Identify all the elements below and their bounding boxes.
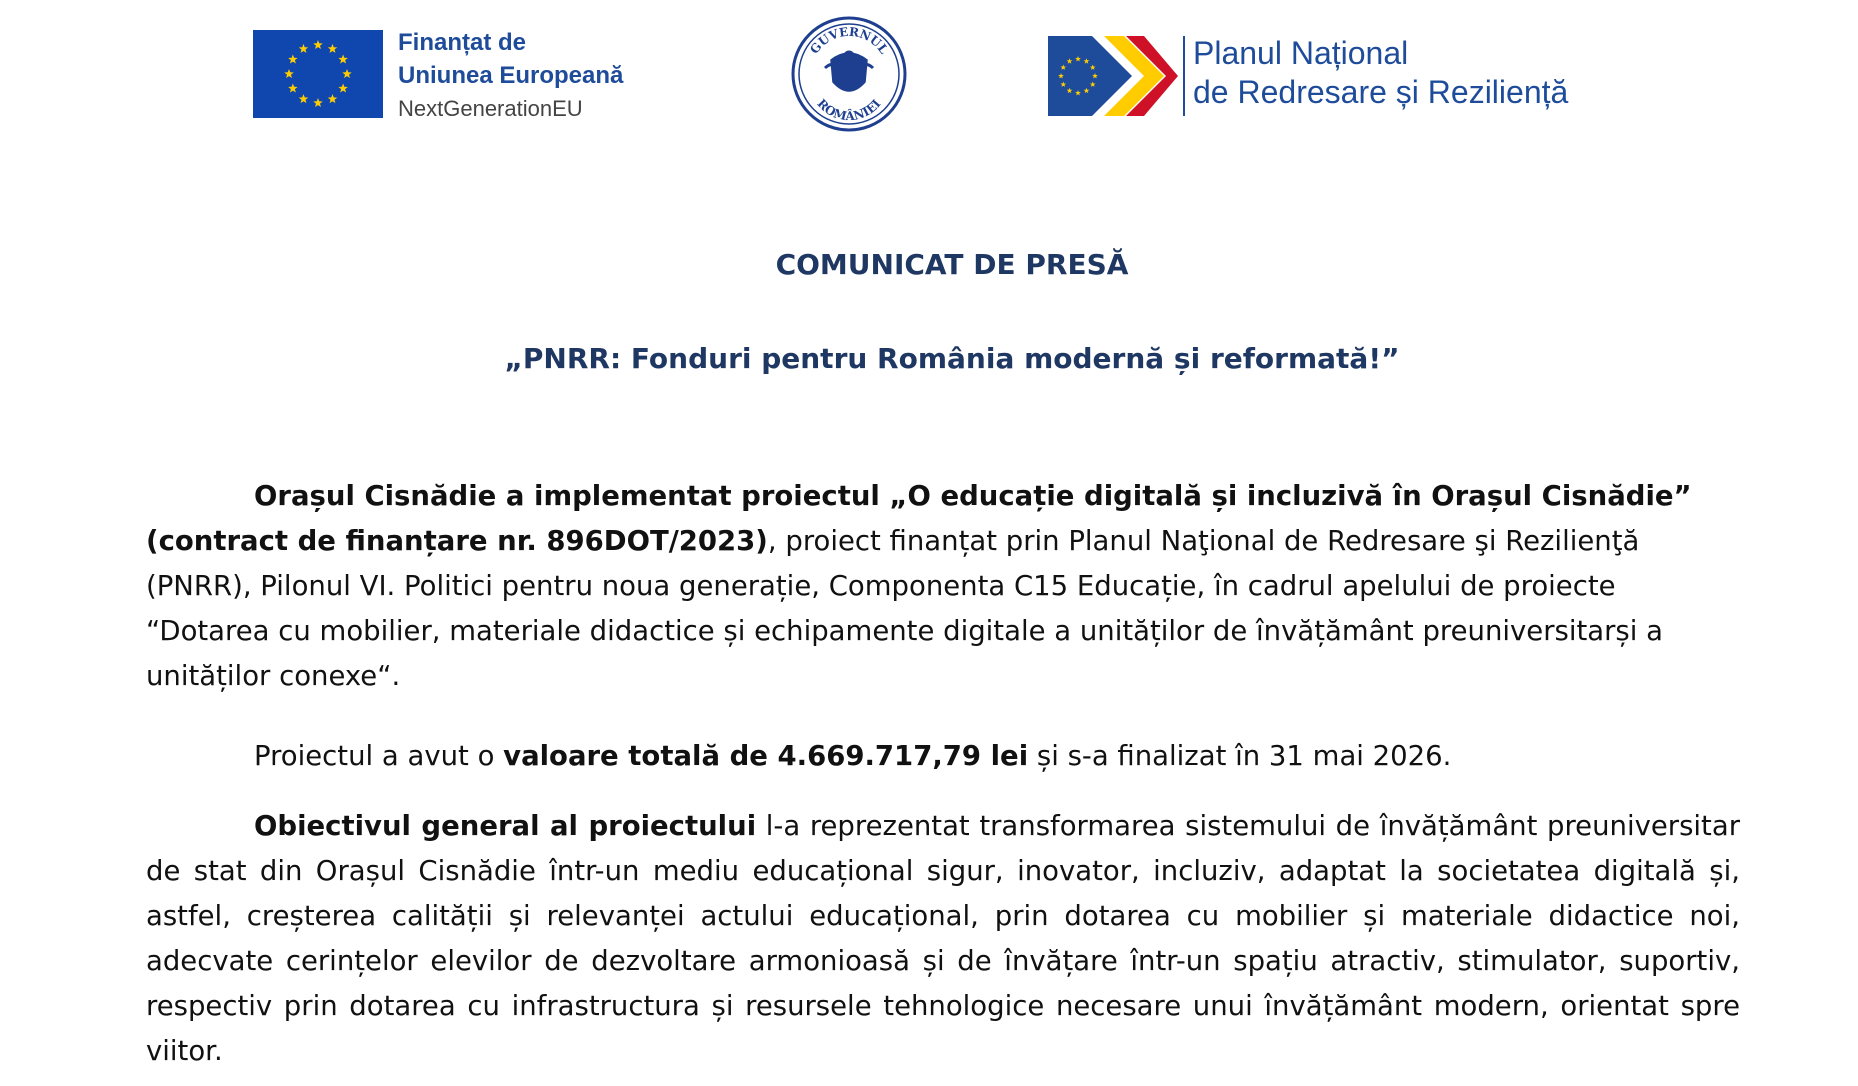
press-release-title: COMUNICAT DE PRESĂ [775, 248, 1129, 281]
eu-logo-line1: Finanțat de [398, 29, 527, 56]
pnrr-arrows-logo-icon [1048, 36, 1178, 116]
press-release-body [146, 474, 1740, 1074]
eu-logo-line2: Uniunea Europeană [398, 62, 624, 89]
paragraph-general-objective [146, 804, 1740, 1074]
pnrr-logo-text [1193, 34, 1568, 112]
paragraph-project-implementation [146, 474, 1740, 699]
seal-top-text: GUVERNUL [807, 24, 891, 57]
pnrr-logo-line1: Planul Național [1193, 35, 1409, 71]
press-release-slogan: „PNRR: Fonduri pentru România modernă și reformată!” [504, 342, 1400, 375]
eu-flag-icon [253, 30, 383, 118]
eu-logo-line3: NextGenerationEU [398, 96, 583, 121]
objective-label-bold: Obiectivul general al proiectului [254, 810, 757, 842]
pnrr-logo-divider [1183, 36, 1185, 116]
project-completion: și s-a finalizat în 31 mai 2026. [1028, 740, 1452, 772]
eu-funding-logo-text [398, 26, 623, 125]
seal-bottom-text: ROMÂNIEI [814, 96, 884, 124]
project-title-bold: Orașul Cisnădie a implementat proiectul „O educație digitală și incluzivă în Orașul Cisnădie” (contract de finanțare nr. 896DOT/2023) [146, 480, 1692, 557]
project-description: , proiect finanțat prin Planul Naţional de Redresare şi Rezilienţă (PNRR), Pilonul VI. Politici pentru noua generație, Componenta C15 Educație, în cadrul apelului de proiecte “Dotarea cu mobilier, materiale didactice și echipamente digitale a unităților de învățământ preuniversitarși a unităților conexe“. [146, 525, 1663, 692]
project-value-intro: Proiectul a avut o [254, 740, 504, 772]
project-value-bold: valoare totală de 4.669.717,79 lei [503, 740, 1029, 772]
logo-bar [0, 0, 1858, 150]
objective-description: l-a reprezentat transformarea sistemului de învățământ preuniversitar de stat din Orașul Cisnădie într-un mediu educațional sigur, inovator, incluziv, adaptat la societatea digitală și, astfel, creșterea calității și relevanței actului educațional, prin dotarea cu mobilier și materiale didactice noi, adecvate cerințelor elevilor de dezvoltare armonioasă și de învățare într-un spațiu atractiv, stimulator, suportiv, respectiv prin dotarea cu infrastructura și resursele tehnologice necesare unui învățământ modern, orientat spre viitor. [146, 810, 1740, 1067]
paragraph-project-value [146, 734, 1740, 779]
romanian-government-seal-icon [791, 16, 907, 132]
pnrr-logo-line2: de Redresare și Reziliență [1193, 74, 1569, 110]
